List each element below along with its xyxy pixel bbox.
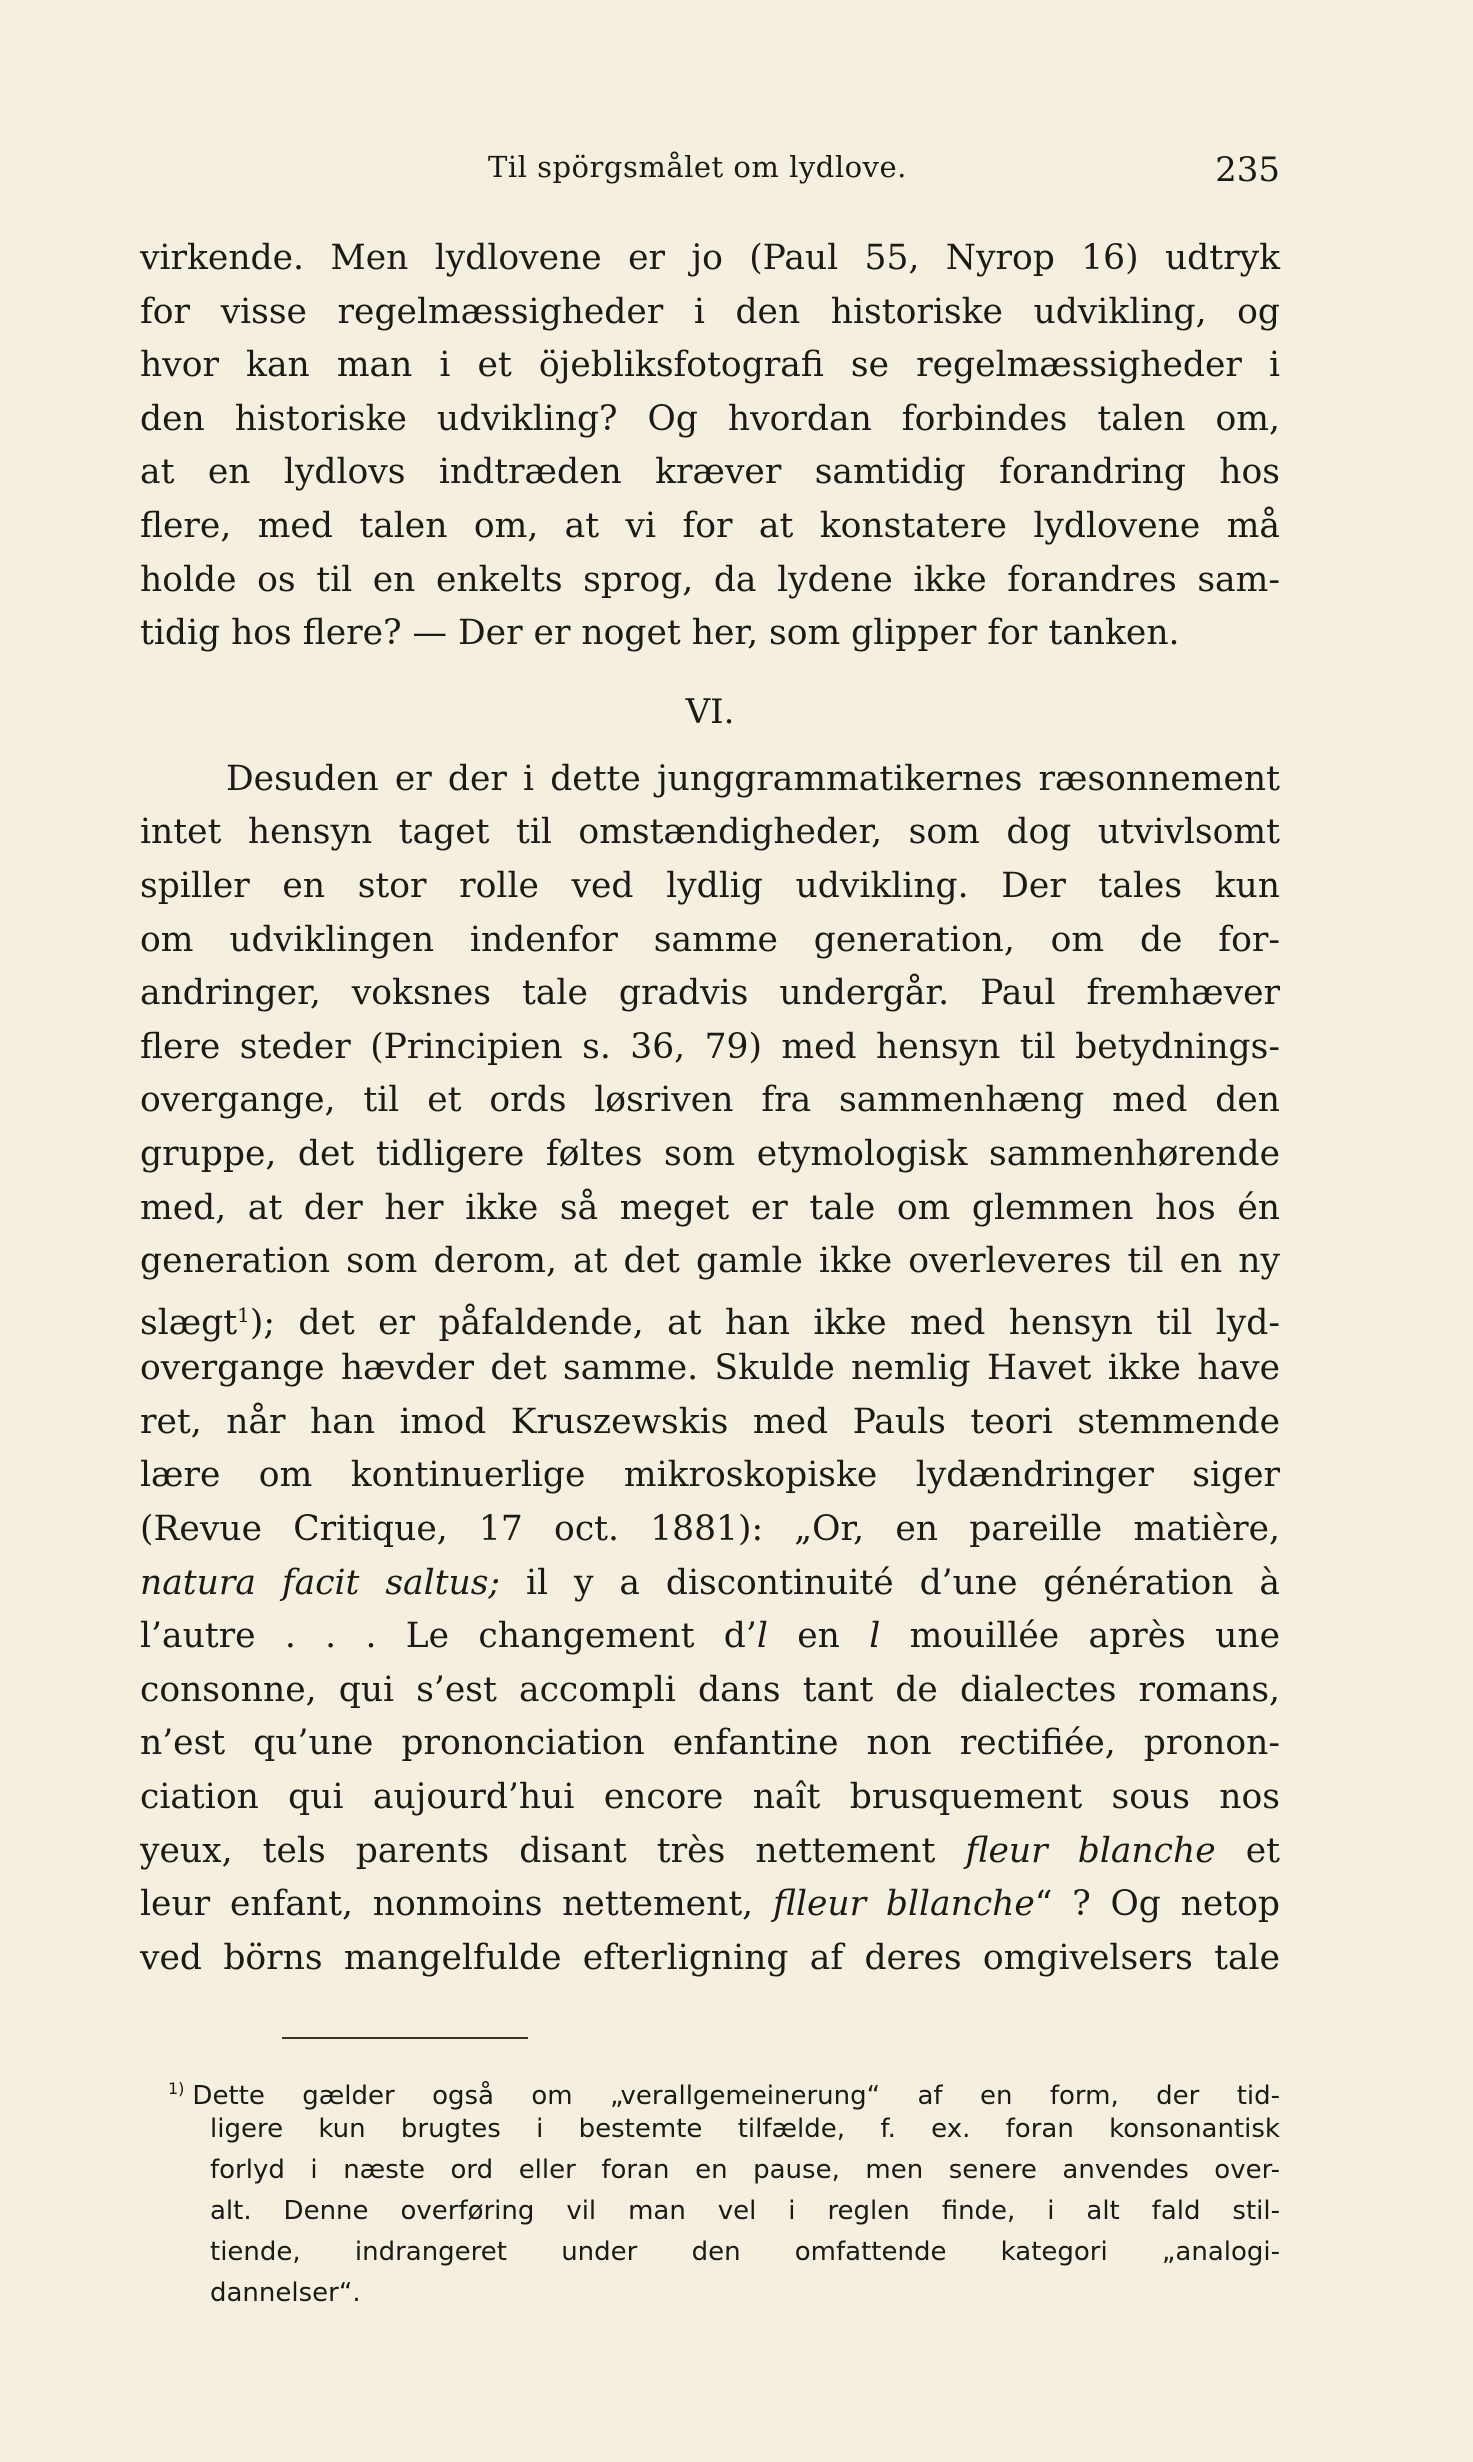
text-fragment: yeux, tels parents disant très nettement	[140, 1830, 966, 1871]
text-line: ret, når han imod Kruszewskis med Pauls teori stemmende	[140, 1401, 1280, 1442]
text-line: for visse regelmæssigheder i den historiske udvikling, og	[140, 291, 1280, 332]
italic-letter: l	[869, 1616, 881, 1657]
footnote-reference[interactable]: 1	[237, 1302, 250, 1327]
footnote-line: ligere kun brugtes i bestemte tilfælde, f. ex. foran konsonantisk	[210, 2114, 1280, 2144]
italic-phrase: fleur blanche	[965, 1830, 1216, 1871]
text-line: generation som derom, at det gamle ikke overleveres til en ny	[140, 1241, 1280, 1282]
text-line: hvor kan man i et öjebliksfotografi se regelmæssigheder i	[140, 345, 1280, 386]
footnote-line: alt. Denne overføring vil man vel i reglen finde, i alt fald stil-	[210, 2196, 1280, 2226]
text-line	[140, 1825, 1280, 1879]
italic-letter: l	[756, 1616, 768, 1657]
text-line: flere steder (Principien s. 36, 79) med hensyn til betydnings-	[140, 1026, 1280, 1067]
text-line	[140, 1878, 1280, 1932]
text-line: (Revue Critique, 17 oct. 1881): „Or, en pareille matière,	[140, 1509, 1280, 1550]
running-title: Til spörgsmålet om lydlove.	[488, 150, 907, 184]
text-line: Desuden er der i dette junggrammatikernes ræsonnement	[226, 758, 1280, 799]
footnote-line: forlyd i næste ord eller foran en pause, men senere anvendes over-	[210, 2155, 1280, 2185]
text-line: intet hensyn taget til omstændigheder, som dog utvivlsomt	[140, 812, 1280, 853]
text-line: ciation qui aujourd’hui encore naît brusquement sous nos	[140, 1777, 1280, 1818]
footnote-marker: 1)	[168, 2079, 185, 2098]
text-line: n’est qu’une prononciation enfantine non rectifiée, pronon-	[140, 1723, 1280, 1764]
text-line: flere, med talen om, at vi for at konstatere lydlovene må	[140, 505, 1280, 546]
text-line: virkende. Men lydlovene er jo (Paul 55, Nyrop 16) udtryk	[140, 238, 1280, 278]
text-line: andringer, voksnes tale gradvis undergår. Paul fremhæver	[140, 973, 1280, 1014]
text-fragment: l’autre . . . Le changement d’	[140, 1616, 757, 1657]
italic-phrase: natura facit saltus;	[140, 1562, 501, 1603]
text-line: consonne, qui s’est accompli dans tant de dialectes romans,	[140, 1669, 1280, 1710]
footnote-line: tiende, indrangeret under den omfattende kategori „analogi-	[210, 2237, 1280, 2267]
text-line	[140, 1557, 1280, 1611]
text-line: den historiske udvikling? Og hvordan forbindes talen om,	[140, 398, 1280, 439]
section-heading: VI.	[685, 691, 735, 732]
text-fragment: “ ? Og netop	[1034, 1884, 1280, 1925]
text-fragment: leur enfant, nonmoins nettement,	[140, 1884, 773, 1925]
text-line: ved börns mangelfulde efterligning af deres omgivelsers tale	[140, 1937, 1280, 1978]
text-line: med, at der her ikke så meget er tale om glemmen hos én	[140, 1187, 1280, 1228]
text-line: holde os til en enkelts sprog, da lydene ikke forandres sam-	[140, 559, 1280, 600]
footnote-line	[168, 2068, 1280, 2109]
text-fragment: Dette gælder også om „verallgemeinerung“ af en form, der tid-	[192, 2081, 1280, 2111]
page-header	[140, 150, 1280, 190]
text-line: at en lydlovs indtræden kræver samtidig forandring hos	[140, 452, 1280, 493]
text-fragment: ); det er påfaldende, at han ikke med hensyn til lyd-	[249, 1302, 1280, 1343]
italic-phrase: flleur bllanche	[772, 1884, 1035, 1925]
text-line: spiller en stor rolle ved lydlig udvikling. Der tales kun	[140, 865, 1280, 906]
text-line: lære om kontinuerlige mikroskopiske lydændringer siger	[140, 1455, 1280, 1496]
text-line: overgange, til et ords løsriven fra sammenhæng med den	[140, 1080, 1280, 1121]
text-line: overgange hævder det samme. Skulde nemlig Havet ikke have	[140, 1348, 1280, 1389]
paragraph	[140, 232, 1280, 661]
body-text	[140, 232, 1280, 1985]
text-fragment: il y a discontinuité d’une génération à	[500, 1562, 1280, 1603]
footnote	[168, 2068, 1280, 2314]
text-fragment: et	[1215, 1830, 1280, 1871]
text-line	[140, 1289, 1280, 1343]
text-fragment: slægt	[140, 1302, 238, 1343]
text-line	[140, 1610, 1280, 1664]
page-number: 235	[1215, 150, 1280, 190]
text-fragment: en	[767, 1616, 870, 1657]
text-fragment: mouillée après une	[880, 1616, 1280, 1657]
footnote-line: dannelser“.	[210, 2278, 361, 2308]
paragraph	[140, 753, 1280, 1986]
text-line: tidig hos flere? — Der er noget her, som glipper for tanken.	[140, 613, 1180, 654]
text-line: gruppe, det tidligere føltes som etymologisk sammenhørende	[140, 1133, 1280, 1174]
footnote-separator	[282, 2037, 528, 2039]
text-line: om udviklingen indenfor samme generation, om de for-	[140, 919, 1280, 960]
